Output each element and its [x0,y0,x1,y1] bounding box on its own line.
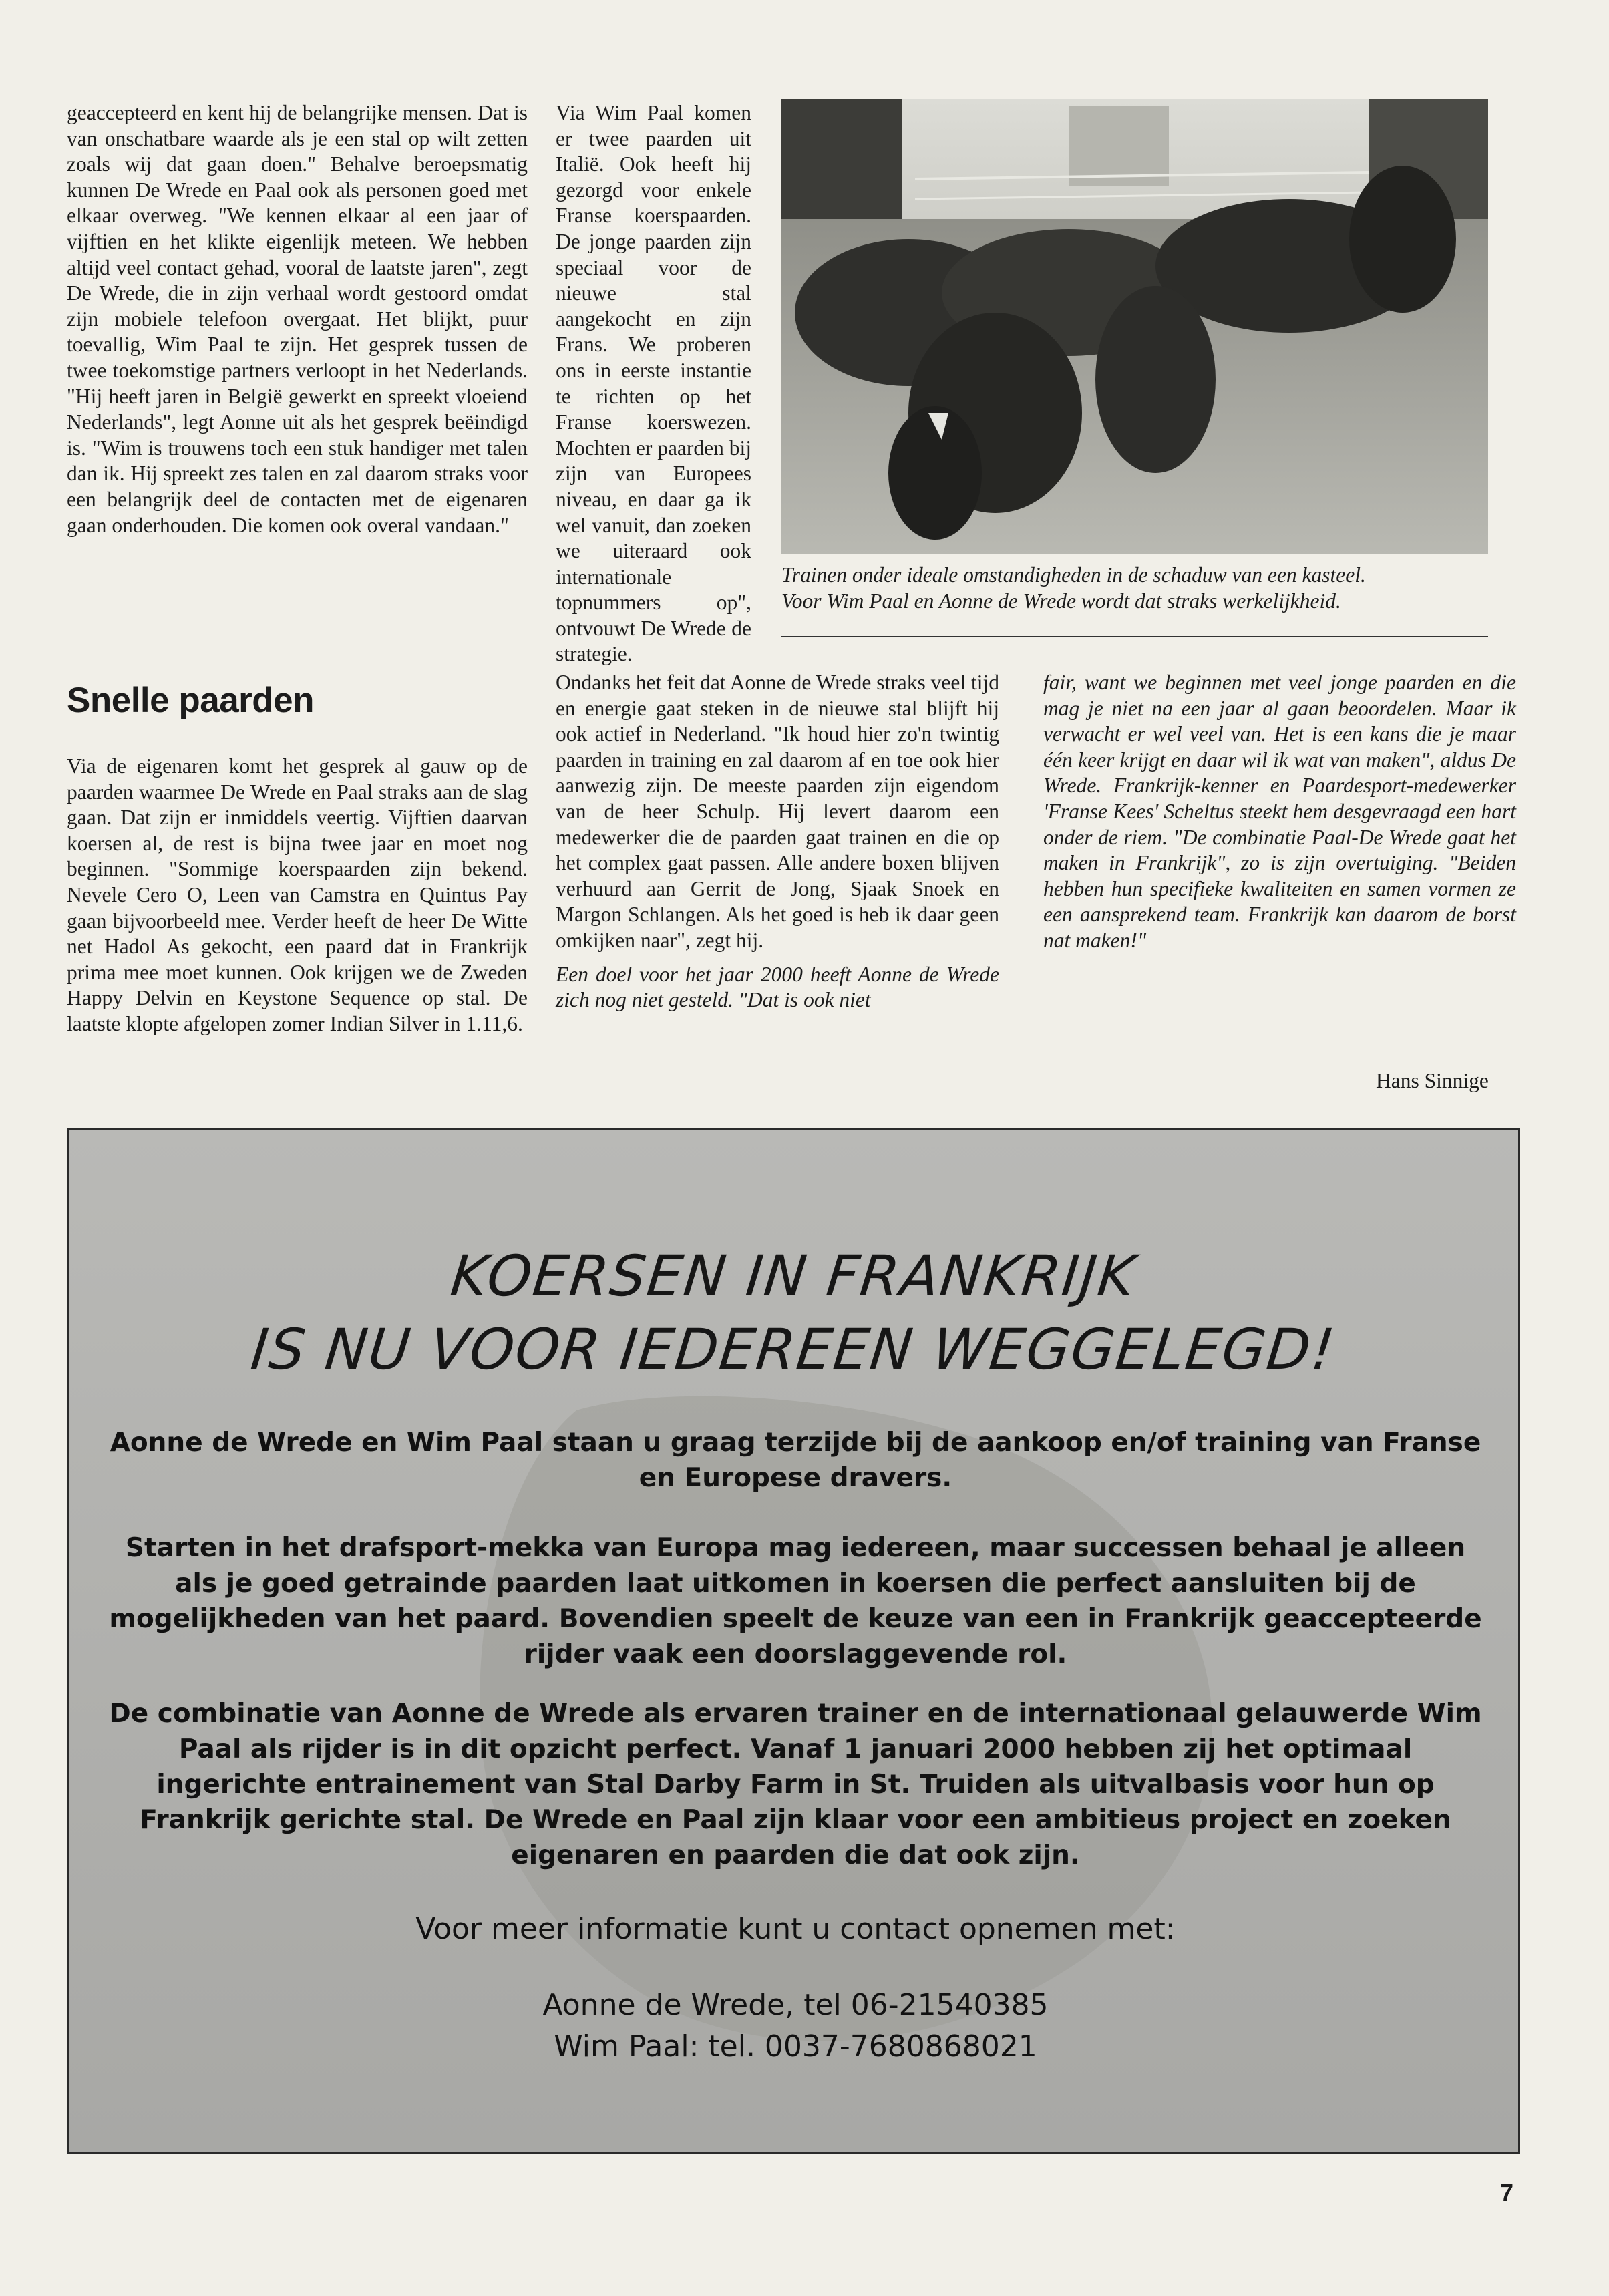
article-column-2-bottom [556,670,999,1013]
ad-contact-details [109,1985,1482,2068]
horses-photo [781,99,1488,554]
contact-wim: Wim Paal: tel. 0037-7680868021 [554,2029,1037,2064]
ad-headline-line-1: KOERSEN IN FRANKRIJK [448,1243,1139,1309]
article-column-2 [556,100,751,667]
article-italic-text: Een doel voor het jaar 2000 heeft Aonne de Wrede zich nog niet gesteld. "Dat is ook niet [556,962,999,1012]
article-column-3 [1043,670,1516,954]
article-text: Via de eigenaren komt het gesprek al gauw op de paarden waarmee De Wrede en Paal straks aan de slag gaan. Dat zijn er inmiddels veertig. Vijftien daarvan koersen al, de rest is bijna twee jaar en moet nog beginnen. "Sommige koerspaarden zijn bekend. Nevele Cero O, Leen van Camstra en Quintus Pay gaan bijvoorbeeld mee. Verder heeft de heer De Witte net Hadol As gekocht, een paard dat in Frankrijk prima mee moet kunnen. Ook krijgen we de Zweden Happy Delvin en Keystone Sequence op stal. De laatste klopte afgelopen zomer Indian Silver in 1.11,6. [67,754,528,1035]
ad-headline-line-2: IS NU VOOR IEDEREEN WEGGELEGD! [248,1317,1339,1382]
ad-paragraph-3: De combinatie van Aonne de Wrede als ervaren trainer en de internationaal gelauwerde Wim Paal als rijder is in dit opzicht perfect. Vanaf 1 januari 2000 hebben zij het optimaal ingerichte entrainement van Stal Darby Farm in St. Truiden als uitvalbasis voor hun op Frankrijk gerichte stal. De Wrede en Paal zijn klaar voor een ambitieus project en zoeken eigenaren en paarden die dat ook zijn. [109,1699,1482,1870]
article-text: Ondanks het feit dat Aonne de Wrede straks veel tijd en energie gaat steken in de nieuwe stal blijft hij ook actief in Nederland. "Ik houd hier zo'n twintig paarden in training en zal daarom af en toe ook hier aanwezig zijn. De meeste paarden zijn eigendom van de heer Schulp. Hij levert daarom een medewerker die de paarden gaat trainen en die op het complex gaat passen. Alle andere boxen blijven verhuurd aan Gerrit de Jong, Sjaak Snoek en Margon Schlangen. Als het goed is heb ik daar geen omkijken naar", zegt hij. [556,671,999,952]
caption-line-2: Voor Wim Paal en Aonne de Wrede wordt dat straks werkelijkheid. [781,589,1341,613]
horses-image [781,99,1488,554]
article-text: geaccepteerd en kent hij de belangrijke mensen. Dat is van onschatbare waarde als je een stal op wilt zetten zoals wij dat gaan doen." Behalve beroepsmatig kunnen De Wrede en Paal ook als personen goed met elkaar overweg. "We kennen elkaar al een jaar of vijftien en het klikte eigenlijk meteen. We hebben altijd veel contact gehad, vooral de laatste jaren", zegt De Wrede, die in zijn verhaal wordt gestoord omdat zijn mobiele telefoon overgaat. Het blijkt, puur toevallig, Wim Paal te zijn. Het gesprek tussen de twee toekomstige partners verloopt in het Nederlands. "Hij heeft jaren in België gewerkt en spreekt vloeiend Nederlands", legt Aonne uit als het gesprek beëindigd is. "Wim is trouwens toch een stuk handiger met talen dan ik. Hij spreekt zes talen en zal daarom straks voor een belangrijk deel de contacten met de eigenaren gaan onderhouden. Die komen ook overal vandaan." [67,101,528,537]
article-italic-text: fair, want we beginnen met veel jonge paarden en die mag je niet na een jaar al gaan beoordelen. Maar ik verwacht er wel veel van. Het is een kans die je maar één keer krijgt en daar wil ik wat van maken", aldus De Wrede. Frankrijk-kenner en Paardesport-medewerker 'Franse Kees' Scheltus steekt hem desgevraagd een hart onder de riem. "De combinatie Paal-De Wrede gaat het maken in Frankrijk", zo is zijn overtuiging. "Beiden hebben hun specifieke kwaliteiten en samen vormen ze een aansprekend team. Frankrijk kan daarom de borst nat maken!" [1043,671,1516,952]
caption-line-1: Trainen onder ideale omstandigheden in de schaduw van een kasteel. [781,563,1366,587]
ad-contact-heading: Voor meer informatie kunt u contact opnemen met: [415,1912,1176,1946]
byline: Hans Sinnige [1376,1069,1489,1092]
article-column-1-bottom [67,754,528,1037]
ad-paragraph-2: Starten in het drafsport-mekka van Europa mag iedereen, maar successen behaal je alleen als je goed getrainde paarden laat uitkomen in koersen die perfect aansluiten bij de mogelijkheden van het paard. Bovendien speelt de keuze van een in Frankrijk geaccepteerde rijder vaak een doorslaggevende rol. [109,1533,1482,1669]
article-column-1 [67,100,528,538]
subheading: Snelle paarden [67,681,315,720]
ad-background [69,1130,1518,2152]
ad-paragraph-1: Aonne de Wrede en Wim Paal staan u graag terzijde bij de aankoop en/of training van Franse en Europese dravers. [110,1428,1481,1493]
advertisement-box [67,1128,1520,2154]
article-text: Via Wim Paal komen er twee paarden uit Italië. Ook heeft hij gezorgd voor enkele Franse koerspaarden. De jonge paarden zijn speciaal voor de nieuwe stal aangekocht en zijn Frans. We proberen ons in eerste instantie te richten op het Franse koerswezen. Mochten er paarden bij zijn van Europees niveau, en daar ga ik wel vanuit, dan zoeken we uiteraard ook internationale topnummers op", ontvouwt De Wrede de strategie. [556,101,752,666]
photo-caption [781,562,1488,614]
page-number: 7 [1500,2179,1514,2206]
caption-divider [781,636,1488,637]
contact-aonne: Aonne de Wrede, tel 06-21540385 [542,1988,1049,2022]
